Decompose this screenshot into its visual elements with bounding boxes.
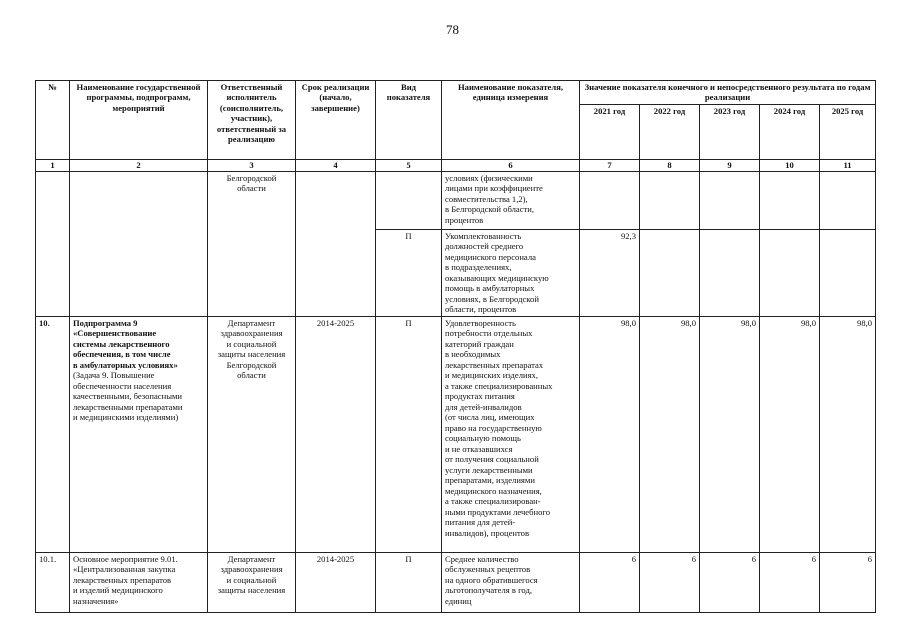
row-value: [640, 171, 700, 229]
table-row: [36, 171, 876, 229]
row-value: 6: [820, 552, 876, 612]
row-indicator: Укомплектованность должностей среднего медицинского персонала в подразделениях, оказывающих медицинскую помощь в амбулаторных условиях, в Белгородской области, процентов: [442, 229, 580, 316]
row-value: [640, 229, 700, 316]
row-num: 10.: [36, 316, 70, 552]
row-term: [296, 171, 376, 316]
row-indicator: условиях (физическими лицами при коэффициенте совместительства 1,2), в Белгородской области, процентов: [442, 171, 580, 229]
row-term: 2014-2025: [296, 552, 376, 612]
column-number: 8: [640, 159, 700, 171]
column-number: 5: [376, 159, 442, 171]
row-name-task: (Задача 9. Повышение обеспеченности населения качественными, безопасными лекарственными препаратами и медицинскими изделиями): [73, 370, 183, 423]
row-value: [700, 171, 760, 229]
header-year: 2025 год: [820, 104, 876, 159]
page-number: 78: [446, 22, 459, 37]
row-value: [820, 229, 876, 316]
row-executor: Департамент здравоохранения и социальной защиты населения Белгородской области: [208, 316, 296, 552]
row-num: 10.1.: [36, 552, 70, 612]
row-value: 6: [580, 552, 640, 612]
row-executor: Белгородской области: [208, 171, 296, 316]
row-executor: Департамент здравоохранения и социальной защиты населения: [208, 552, 296, 612]
column-number: 9: [700, 159, 760, 171]
row-value: [700, 229, 760, 316]
row-value: 98,0: [640, 316, 700, 552]
row-value: 98,0: [580, 316, 640, 552]
header-executor: Ответственный исполнитель (соисполнитель, участник), ответственный за реализацию: [208, 81, 296, 160]
column-number: 4: [296, 159, 376, 171]
header-year: 2021 год: [580, 104, 640, 159]
row-num: [36, 171, 70, 316]
row-value: [820, 171, 876, 229]
row-value: 6: [700, 552, 760, 612]
column-number: 10: [760, 159, 820, 171]
indicators-table: [35, 80, 876, 613]
row-name-title: Подпрограмма 9 «Совершенствование системы лекарственного обеспечения, в том числе в амбулаторных условиях»: [73, 317, 178, 370]
header-row: [36, 81, 876, 105]
row-type: П: [376, 552, 442, 612]
column-number: 11: [820, 159, 876, 171]
row-value: 98,0: [760, 316, 820, 552]
column-number: 6: [442, 159, 580, 171]
column-number-row: [36, 159, 876, 171]
header-value-group: Значение показателя конечного и непосредственного результата по годам реализации: [580, 81, 876, 105]
row-value: [760, 229, 820, 316]
row-value: 6: [640, 552, 700, 612]
table-row: [36, 316, 876, 552]
row-type: П: [376, 229, 442, 316]
row-type: П: [376, 316, 442, 552]
row-name: [70, 171, 208, 316]
header-term: Срок реализации (начало, завершение): [296, 81, 376, 160]
row-term: 2014-2025: [296, 316, 376, 552]
header-year: 2024 год: [760, 104, 820, 159]
header-year: 2023 год: [700, 104, 760, 159]
header-type: Вид показателя: [376, 81, 442, 160]
header-num: №: [36, 81, 70, 160]
row-value: [760, 171, 820, 229]
header-year: 2022 год: [640, 104, 700, 159]
row-name: Основное мероприятие 9.01. «Централизованная закупка лекарственных препаратов и изделий медицинского назначения»: [70, 552, 208, 612]
row-value: 98,0: [820, 316, 876, 552]
row-name: [70, 316, 208, 552]
row-indicator: Удовлетворенность потребности отдельных категорий граждан в необходимых лекарственных препаратах и медицинских изделиях, а также специализированных продуктах питания для детей-инвалидов (от числа лиц, имеющих право на государственную социальную помощь и не отказавшихся от получения социальной услуги лекарственными препаратами, изделиями медицинского назначения, а также специализирован- ными продуктами лечебного питания для детей- инвалидов), процентов: [442, 316, 580, 552]
row-value: 6: [760, 552, 820, 612]
column-number: 2: [70, 159, 208, 171]
header-name: Наименование государственной программы, подпрограмм, мероприятий: [70, 81, 208, 160]
column-number: 1: [36, 159, 70, 171]
row-type: [376, 171, 442, 229]
row-value: [580, 171, 640, 229]
header-indicator: Наименование показателя, единица измерения: [442, 81, 580, 160]
column-number: 7: [580, 159, 640, 171]
table-row: [36, 552, 876, 612]
row-indicator: Среднее количество обслуженных рецептов на одного обратившегося льготополучателя в год, единиц: [442, 552, 580, 612]
row-value: 92,3: [580, 229, 640, 316]
row-value: 98,0: [700, 316, 760, 552]
column-number: 3: [208, 159, 296, 171]
